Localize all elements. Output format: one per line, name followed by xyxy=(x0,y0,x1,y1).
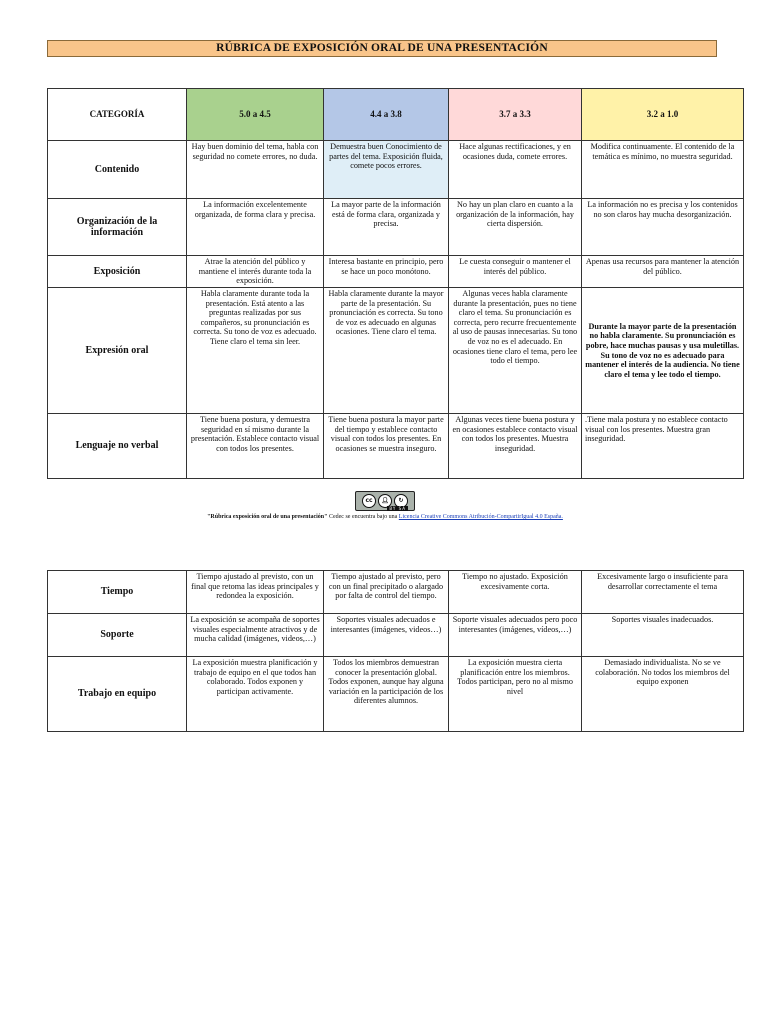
cell-organizacion-a: La información excelentemente organizada, de forma clara y precisa. xyxy=(187,199,324,256)
cc-icon: cc xyxy=(362,494,376,508)
header-score-a: 5.0 a 4.5 xyxy=(187,89,324,141)
cell-contenido-a: Hay buen dominio del tema, habla con seguridad no comete errores, no duda. xyxy=(187,141,324,199)
cell-soporte-a: La exposición se acompaña de soportes visuales especialmente atractivos y de mucha calidad (imágenes, videos,…) xyxy=(187,614,324,657)
cell-tiempo-b: Tiempo ajustado al previsto, pero con un final precipitado o alargado por falta de control del tiempo. xyxy=(324,571,449,614)
cell-expresion-b: Habla claramente durante la mayor parte de la presentación. Su pronunciación es correcta. Su tono de voz es adecuado en algunas ocasiones. Tiene claro el tema. xyxy=(324,288,449,414)
rubric-title: RÚBRICA DE EXPOSICIÓN ORAL DE UNA PRESENTACIÓN xyxy=(47,40,717,57)
header-score-d: 3.2 a 1.0 xyxy=(582,89,744,141)
category-lenguaje-no-verbal: Lenguaje no verbal xyxy=(48,414,187,479)
cell-trabajo-b: Todos los miembros demuestran conocer la presentación global. Todos exponen, aunque hay alguna variación en la participación de los diferentes alumnos. xyxy=(324,657,449,732)
category-soporte: Soporte xyxy=(48,614,187,657)
cell-organizacion-c: No hay un plan claro en cuanto a la organización de la información, hay cierta dispersión. xyxy=(449,199,582,256)
cell-contenido-d: Modifica continuamente. El contenido de la temática es mínimo, no muestra seguridad. xyxy=(582,141,744,199)
table-row xyxy=(48,256,744,288)
cell-exposicion-b: Interesa bastante en principio, pero se hace un poco monótono. xyxy=(324,256,449,288)
header-category: CATEGORÍA xyxy=(48,89,187,141)
cell-contenido-c: Hace algunas rectificaciones, y en ocasiones duda, comete errores. xyxy=(449,141,582,199)
table-row xyxy=(48,614,744,657)
by-person-icon: 👤︎ xyxy=(378,494,392,508)
table-row xyxy=(48,288,744,414)
cell-expresion-c: Algunas veces habla claramente durante la presentación, pues no tiene claro el tema. Su pronunciación es correcta, pero recurre frecuentemente al uso de pausas innecesarias. Su tono de voz no es el adecuado. En ocasiones tiene claro el tema, pero lee todo el tiempo. xyxy=(449,288,582,414)
category-organizacion: Organización de la información xyxy=(48,199,187,256)
category-expresion-oral: Expresión oral xyxy=(48,288,187,414)
category-exposicion: Exposición xyxy=(48,256,187,288)
cell-tiempo-d: Excesivamente largo o insuficiente para desarrollar correctamente el tema xyxy=(582,571,744,614)
cell-lenguaje-b: Tiene buena postura la mayor parte del tiempo y establece contacto visual con todos los presentes. En ocasiones se muestra inseguro. xyxy=(324,414,449,479)
license-text xyxy=(150,514,620,520)
category-contenido: Contenido xyxy=(48,141,187,199)
cell-lenguaje-d: .Tiene mala postura y no establece contacto visual con los presentes. Muestra gran inseguridad. xyxy=(582,414,744,479)
table-row xyxy=(48,571,744,614)
license-link[interactable]: Licencia Creative Commons Atribución-CompartirIgual 4.0 España. xyxy=(398,514,563,520)
license-work-title: "Rúbrica exposición oral de una presentación" xyxy=(207,514,328,520)
table-row xyxy=(48,657,744,732)
cc-by-sa-badge[interactable] xyxy=(355,491,415,511)
category-trabajo-equipo: Trabajo en equipo xyxy=(48,657,187,732)
header-score-b: 4.4 a 3.8 xyxy=(324,89,449,141)
cell-soporte-d: Soportes visuales inadecuados. xyxy=(582,614,744,657)
header-row xyxy=(48,89,744,141)
cell-exposicion-a: Atrae la atención del público y mantiene el interés durante toda la exposición. xyxy=(187,256,324,288)
rubric-table-secondary xyxy=(47,570,744,732)
cell-expresion-d: Durante la mayor parte de la presentación no habla claramente. Su pronunciación es pobre, hace muchas pausas y usa muletillas. Su tono de voz no es adecuado para mantener el interés de la audiencia. No tiene claro el tema y lee todo el tiempo. xyxy=(582,288,744,414)
cell-tiempo-c: Tiempo no ajustado. Exposición excesivamente corta. xyxy=(449,571,582,614)
cell-lenguaje-c: Algunas veces tiene buena postura y en ocasiones establece contacto visual con todos los presentes. Muestra inseguridad. xyxy=(449,414,582,479)
category-tiempo: Tiempo xyxy=(48,571,187,614)
table-row xyxy=(48,414,744,479)
license-block xyxy=(150,489,620,520)
cell-organizacion-b: La mayor parte de la información está de forma clara, organizada y precisa. xyxy=(324,199,449,256)
cell-organizacion-d: La información no es precisa y los contenidos no son claros hay mucha desorganización. xyxy=(582,199,744,256)
by-sa-label: BY SA xyxy=(389,506,406,511)
cell-trabajo-c: La exposición muestra cierta planificación entre los miembros. Todos participan, pero no al mismo nivel xyxy=(449,657,582,732)
cell-lenguaje-a: Tiene buena postura, y demuestra seguridad en sí mismo durante la presentación. Establece contacto visual con todos los presentes. xyxy=(187,414,324,479)
cell-trabajo-d: Demasiado individualista. No se ve colaboración. No todos los miembros del equipo exponen xyxy=(582,657,744,732)
license-middle-text: Cedec se encuentra bajo una xyxy=(327,514,399,520)
table-row xyxy=(48,199,744,256)
cell-tiempo-a: Tiempo ajustado al previsto, con un final que retoma las ideas principales y redondea la exposición. xyxy=(187,571,324,614)
rubric-table-main xyxy=(47,88,744,479)
cell-exposicion-d: Apenas usa recursos para mantener la atención del público. xyxy=(582,256,744,288)
cell-trabajo-a: La exposición muestra planificación y trabajo de equipo en el que todos han colaborado. Todos exponen y participan activamente. xyxy=(187,657,324,732)
share-alike-icon: ↻ xyxy=(394,494,408,508)
header-score-c: 3.7 a 3.3 xyxy=(449,89,582,141)
cell-soporte-c: Soporte visuales adecuados pero poco interesantes (imágenes, vídeos,…) xyxy=(449,614,582,657)
table-row xyxy=(48,141,744,199)
cell-contenido-b: Demuestra buen Conocimiento de partes del tema. Exposición fluida, comete pocos errores. xyxy=(324,141,449,199)
cell-exposicion-c: Le cuesta conseguir o mantener el interés del público. xyxy=(449,256,582,288)
cell-expresion-a: Habla claramente durante toda la presentación. Está atento a las preguntas realizadas por sus compañeros, su pronunciación es correcta. Su tono de voz es adecuado. Tiene claro el tema sin leer. xyxy=(187,288,324,414)
cell-soporte-b: Soportes visuales adecuados e interesantes (imágenes, videos…) xyxy=(324,614,449,657)
